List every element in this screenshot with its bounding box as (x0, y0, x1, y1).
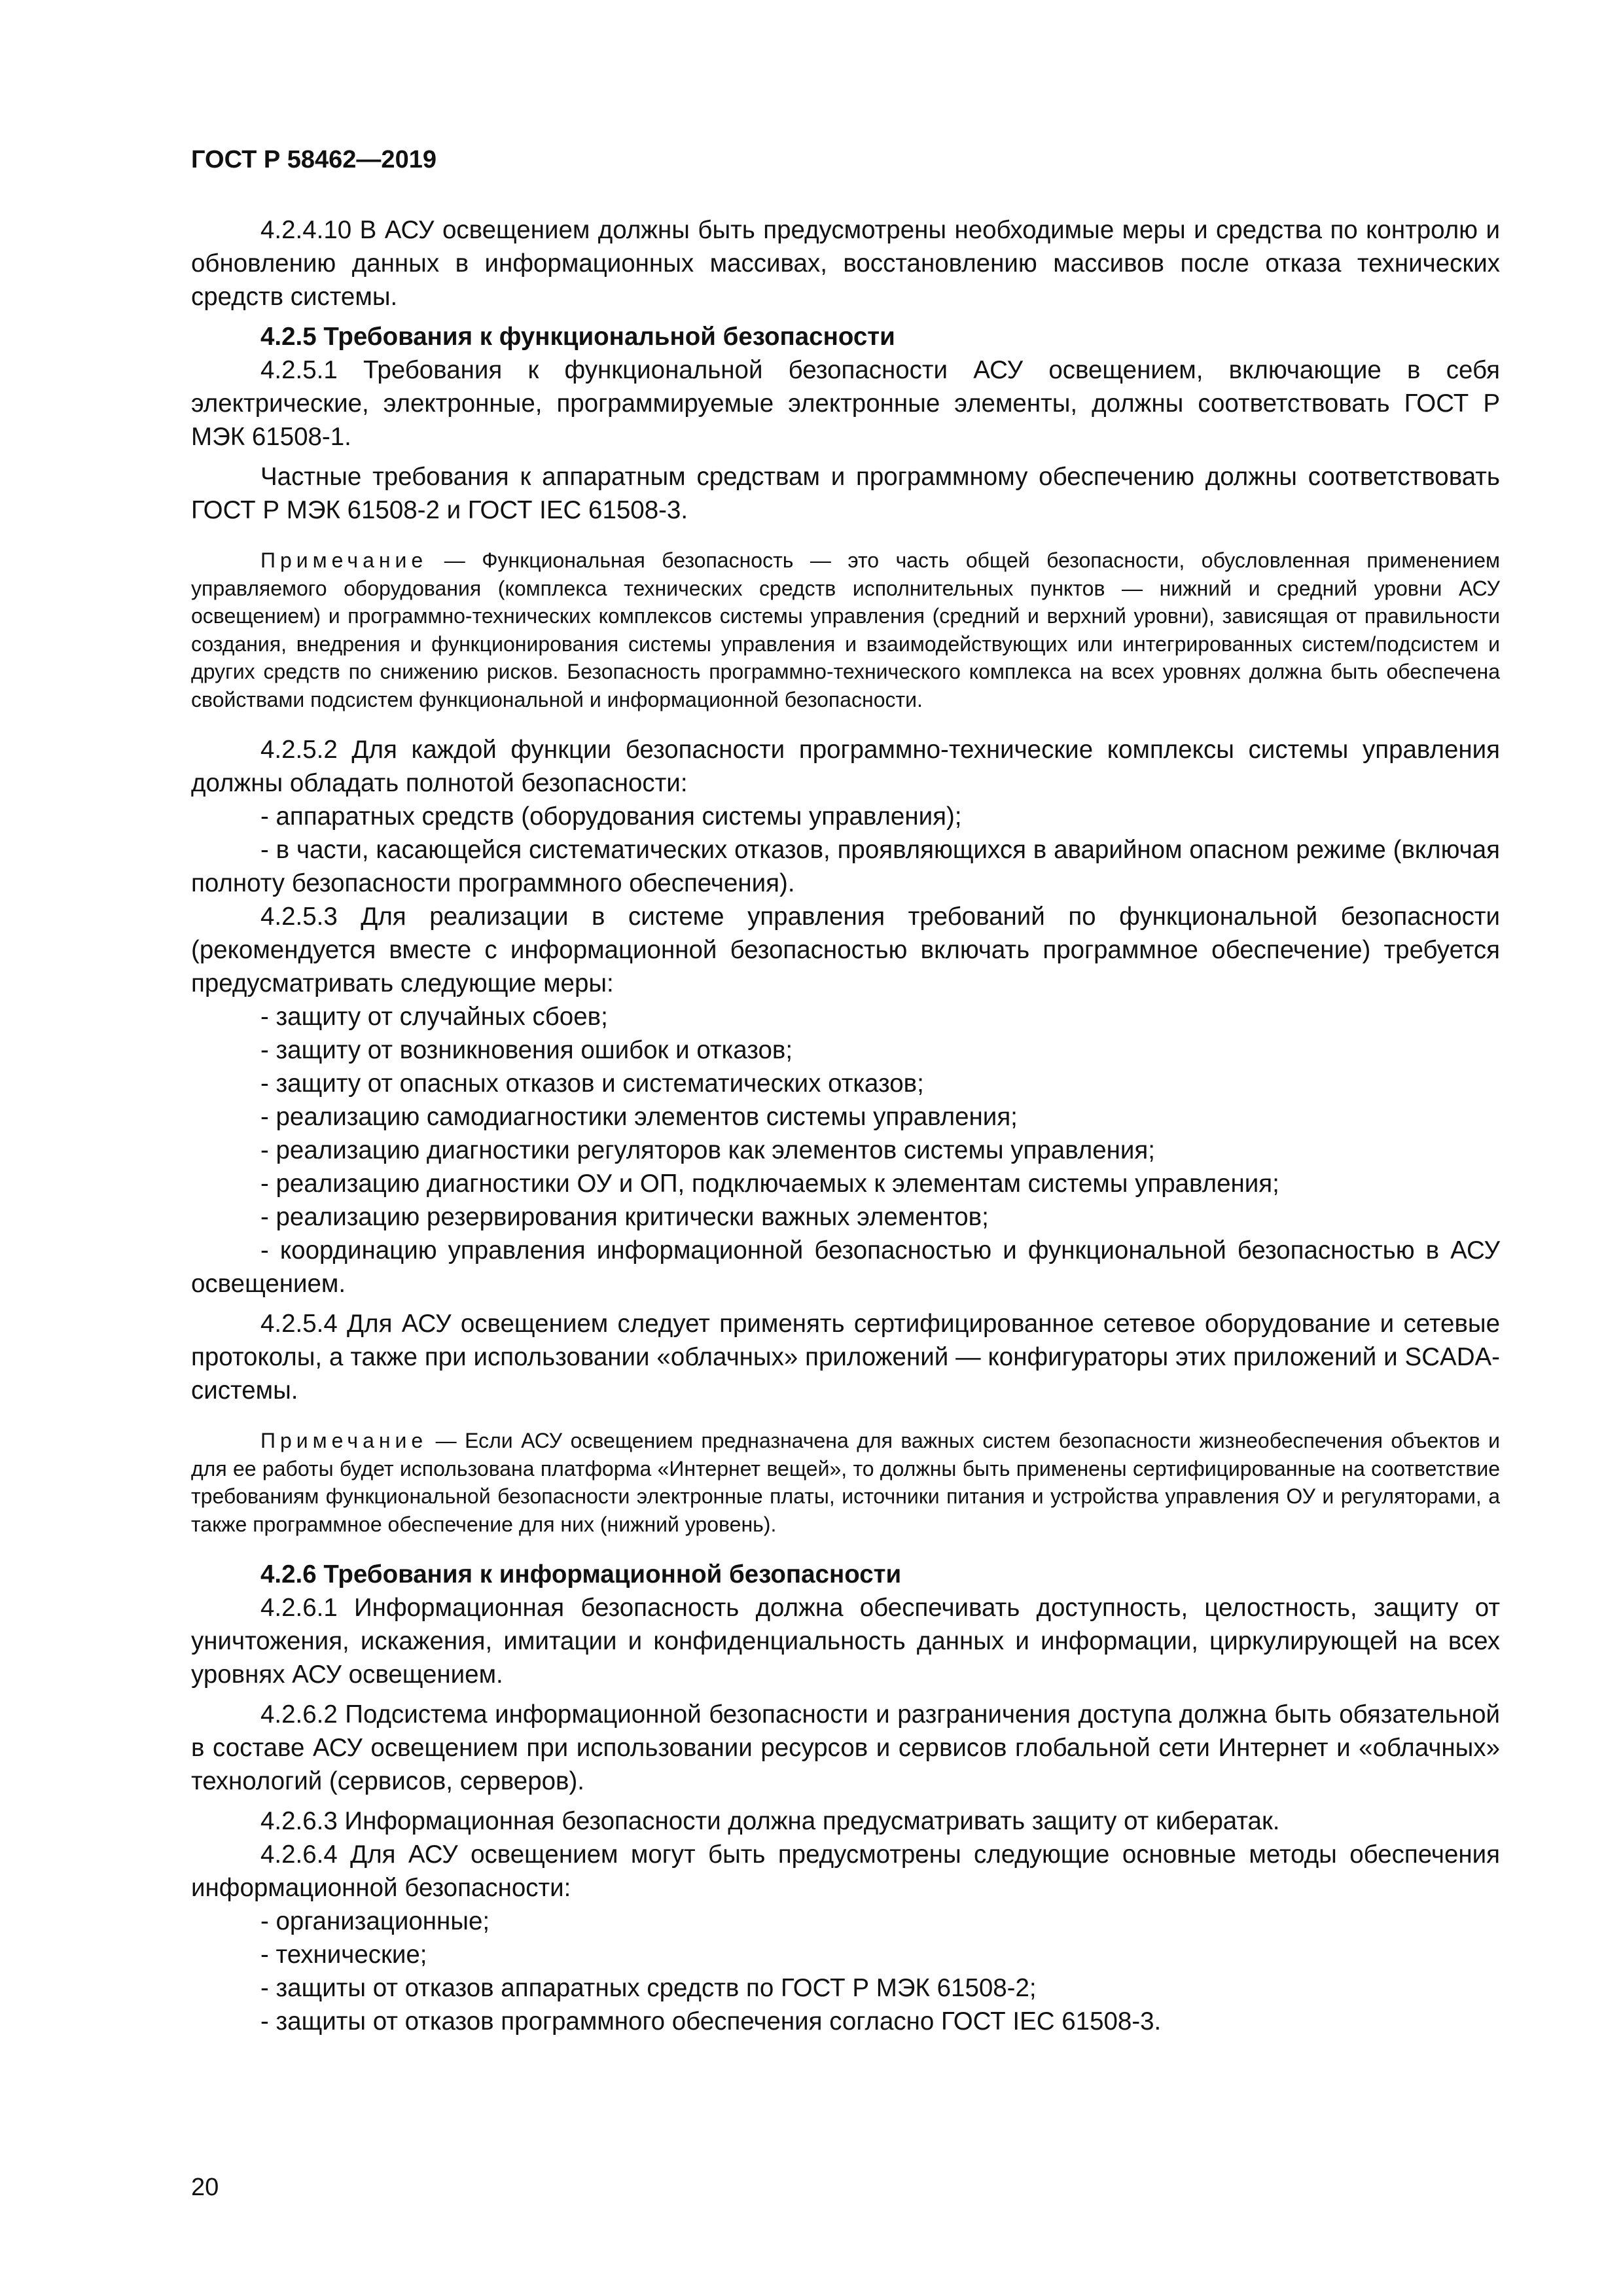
paragraph-4-2-5-1: 4.2.5.1 Требования к функциональной безопасности АСУ освещением, включающие в себя электрические, электронные, программируемые электронные элементы, должны соответствовать ГОСТ Р МЭК 61508-1. (191, 356, 1500, 451)
paragraph-4-2-5-1-continued: Частные требования к аппаратным средствам и программному обеспечению должны соответствовать ГОСТ Р МЭК 61508-2 и ГОСТ IEC 61508-3. (191, 463, 1500, 524)
list-item: - координацию управления информационной безопасностью и функциональной безопасностью в АСУ освещением. (191, 1236, 1500, 1298)
document-header: ГОСТ Р 58462—2019 (191, 146, 437, 173)
paragraph-4-2-4-10: 4.2.4.10 В АСУ освещением должны быть предусмотрены необходимые меры и средства по контролю и обновлению данных в информационных массивах, восстановлению массивов после отказа технических средств системы. (191, 216, 1500, 311)
list-item: - защиты от отказов программного обеспечения согласно ГОСТ IEC 61508-3. (260, 2007, 1162, 2036)
list-item: - организационные; (260, 1907, 490, 1935)
note-text: — Функциональная безопасность — это часть общей безопасности, обусловленная применением управляемого оборудования (комплекса технических средств исполнительных пунктов — нижний и средний уровни АСУ освещением) и программно-технических комплексов системы управления (средний и верхний уровни), зависящая от правильности создания, внедрения и функционирования системы управления и взаимодействующих или интегрированных систем/подсистем и других средств по снижению рисков. Безопасность программно-технического комплекса на всех уровнях должна быть обеспечена свойствами подсистем функциональной и информационной безопасности. (191, 548, 1500, 711)
paragraph-4-2-5-2: 4.2.5.2 Для каждой функции безопасности программно-технические комплексы системы управления должны обладать полнотой безопасности: (191, 736, 1500, 797)
list-item: - технические; (260, 1941, 427, 1969)
list-item: - аппаратных средств (оборудования системы управления); (260, 802, 962, 831)
list-item: - реализацию резервирования критически важных элементов; (260, 1203, 989, 1231)
paragraph-4-2-6-3: 4.2.6.3 Информационная безопасности должна предусматривать защиту от кибератак. (260, 1807, 1280, 1835)
note-functional-safety (191, 547, 1500, 713)
list-item: - реализацию самодиагностики элементов системы управления; (260, 1103, 1018, 1131)
paragraph-4-2-5-3: 4.2.5.3 Для реализации в системе управления требований по функциональной безопасности (рекомендуется вместе с информационной безопасностью включать программное обеспечение) требуется предусматривать следующие меры: (191, 903, 1500, 997)
note-iot-platform (191, 1427, 1500, 1538)
document-page (191, 144, 1500, 2038)
note-text: — Если АСУ освещением предназначена для важных систем безопасности жизнеобеспечения объектов и для ее работы будет использована платформа «Интернет вещей», то должны быть применены сертифицированные на соответствие требованиям функциональной безопасности электронные платы, источники питания и устройства управления ОУ и регуляторами, а также программное обеспечение для них (нижний уровень). (191, 1429, 1500, 1536)
list-item: - реализацию диагностики регуляторов как элементов системы управления; (260, 1136, 1155, 1164)
paragraph-4-2-6-2: 4.2.6.2 Подсистема информационной безопасности и разграничения доступа должна быть обязательной в составе АСУ освещением при использовании ресурсов и сервисов глобальной сети Интернет и «облачных» технологий (сервисов, серверов). (191, 1700, 1500, 1795)
list-item: - реализацию диагностики ОУ и ОП, подключаемых к элементам системы управления; (260, 1170, 1279, 1198)
list-item: - в части, касающейся систематических отказов, проявляющихся в аварийном опасном режиме (включая полноту безопасности программного обеспечения). (191, 836, 1500, 897)
list-item: - защиту от возникновения ошибок и отказов; (260, 1036, 793, 1064)
note-label: Примечание (260, 1429, 428, 1452)
page-number: 20 (191, 2174, 219, 2201)
paragraph-4-2-6-1: 4.2.6.1 Информационная безопасность должна обеспечивать доступность, целостность, защиту от уничтожения, искажения, имитации и конфиденциальность данных и информации, циркулирующей на всех уровнях АСУ освещением. (191, 1594, 1500, 1689)
section-heading-4-2-5: 4.2.5 Требования к функциональной безопасности (260, 323, 895, 351)
section-heading-4-2-6: 4.2.6 Требования к информационной безопасности (260, 1560, 902, 1588)
paragraph-4-2-6-4: 4.2.6.4 Для АСУ освещением могут быть предусмотрены следующие основные методы обеспечения информационной безопасности: (191, 1840, 1500, 1902)
note-label: Примечание (260, 548, 428, 572)
list-item: - защиту от случайных сбоев; (260, 1003, 608, 1031)
paragraph-4-2-5-4: 4.2.5.4 Для АСУ освещением следует применять сертифицированное сетевое оборудование и сетевые протоколы, а также при использовании «облачных» приложений — конфигураторы этих приложений и SCADA-системы. (191, 1310, 1500, 1405)
list-item: - защиту от опасных отказов и систематических отказов; (260, 1069, 924, 1098)
list-item: - защиты от отказов аппаратных средств по ГОСТ Р МЭК 61508-2; (260, 1974, 1037, 2002)
